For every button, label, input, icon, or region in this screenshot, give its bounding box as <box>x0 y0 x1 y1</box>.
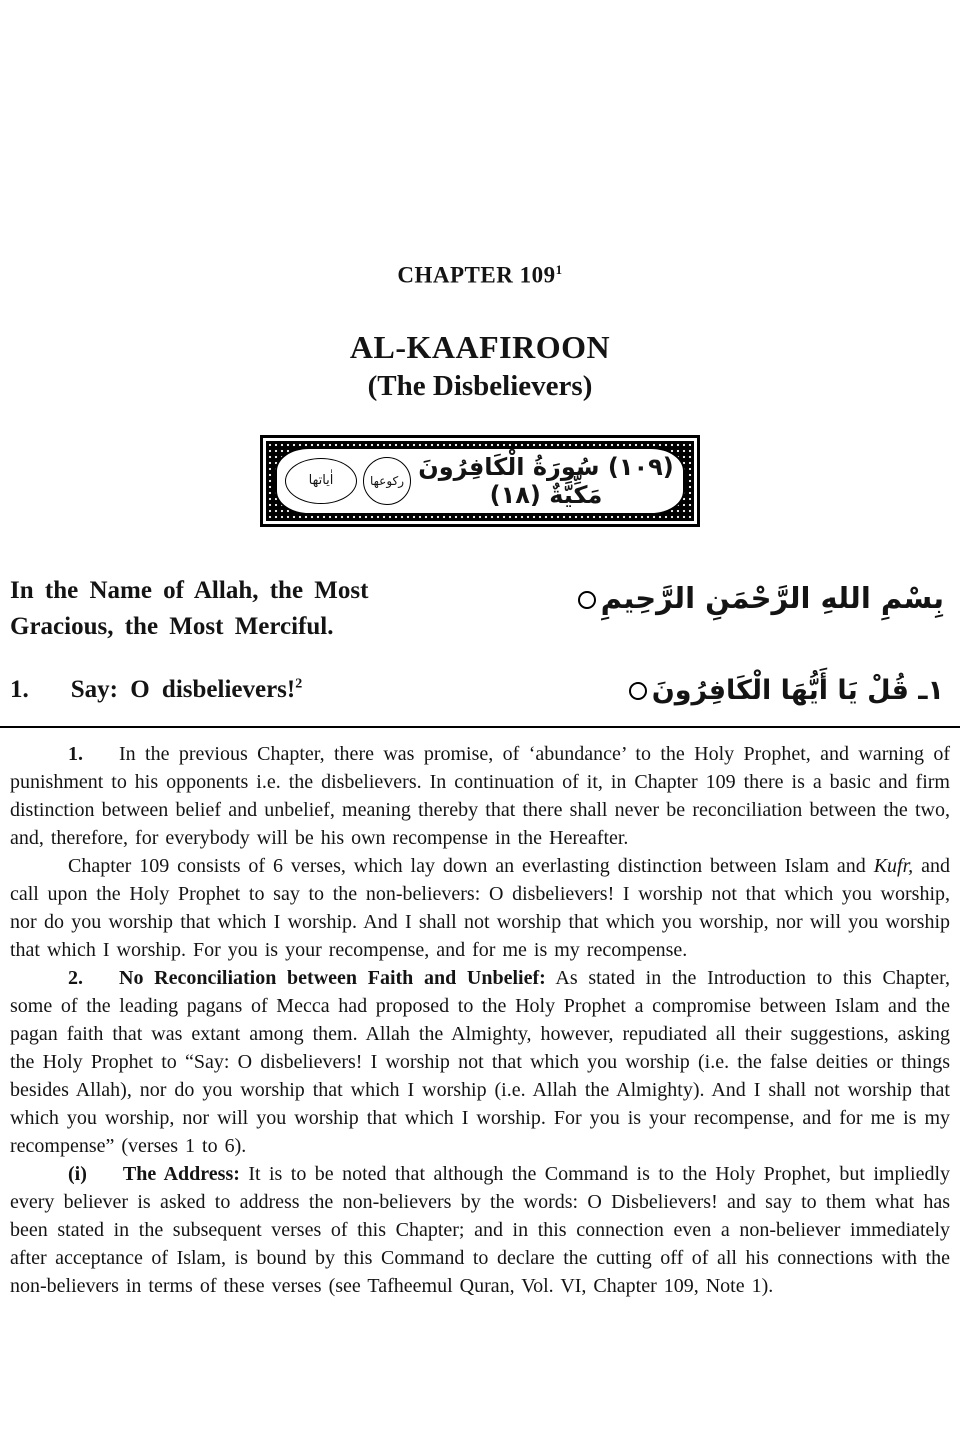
para-2-italic-term: Kufr, <box>873 854 914 877</box>
commentary-note-1 <box>10 740 950 852</box>
commentary-section <box>0 728 960 1300</box>
surah-subtitle: (The Disbelievers) <box>367 369 593 402</box>
banner-arabic-title: (١٠٩) سُورَةُ الْكَافِرُونَ مَكِّيَّةٌ (١٨) <box>418 452 674 509</box>
verse-1-row <box>0 675 960 706</box>
banner-pattern-frame <box>266 441 694 521</box>
bismillah-english-line2: Gracious, the Most Merciful. <box>10 612 334 640</box>
verse-1-arabic <box>624 675 944 706</box>
bismillah-english <box>10 573 368 645</box>
banner-cartouche: اٰياتها <box>285 458 357 504</box>
note-2i-label: (i) <box>68 1162 87 1185</box>
surah-ornamental-banner <box>260 435 700 527</box>
chapter-heading-text: CHAPTER 109 <box>397 262 556 288</box>
verse-1-number: 1. <box>10 676 29 704</box>
surah-title: AL-KAAFIROON <box>349 328 611 365</box>
bismillah-row <box>0 573 960 645</box>
note-2-label: 2. <box>68 966 83 989</box>
commentary-note-1-para-2 <box>10 852 950 964</box>
note-1-label: 1. <box>68 742 83 765</box>
note-2i-text: It is to be noted that although the Command is to the Holy Prophet, but impliedly every believer is asked to address the non-believers by the words: O Disbelievers! and say to them what has been stated in the subsequent verses of this Chapter; and in this connection even a non-believer immediately after acceptance of Islam, is bound by this Command to declare the cutting off of all his connections with the non-believers in terms of these verses (see Tafheemul Quran, Vol. VI, Chapter 109, Note 1). <box>10 1162 950 1297</box>
banner-inner-panel <box>275 447 685 515</box>
ayah-end-mark-icon <box>578 591 596 609</box>
chapter-footnote-marker: 1 <box>555 262 563 277</box>
bismillah-arabic-text: بِسْمِ اللهِ الرَّحْمَنِ الرَّحِيمِ <box>600 580 944 615</box>
commentary-note-2-sub-i <box>10 1160 950 1300</box>
note-1-text: In the previous Chapter, there was promise, of ‘abundance’ to the Holy Prophet, and warning of punishment to his opponents i.e. the disbelievers. In continuation of it, in Chapter 109 there is a basic and firm distinction between belief and unbelief, meaning thereby that there shall never be reconciliation between the two, and, therefore, for everybody will be his own recompense in the Hereafter. <box>10 742 950 849</box>
verse-1-footnote-marker: 2 <box>295 676 303 692</box>
commentary-note-2 <box>10 964 950 1160</box>
verse-1-english <box>10 676 302 704</box>
banner-medallion: ركوعها <box>363 457 411 505</box>
para-2-text-after: and call upon the Holy Prophet to say to the non-believers: O disbelievers! I worship not that which you worship, nor do you worship that which I worship. And I shall not worship that which you worship, nor will you worship that which I worship. For you is your recompense, and for me is my recompense. <box>10 854 950 961</box>
verse-1-arabic-text: ١ـ قُلْ يَا أَيُّهَا الْكَافِرُونَ <box>651 674 944 706</box>
chapter-heading <box>0 262 960 289</box>
note-2i-title: The Address: <box>122 1162 240 1185</box>
verse-1-translation: Say: O disbelievers! <box>70 676 296 704</box>
note-2-title: No Reconciliation between Faith and Unbelief: <box>119 966 546 989</box>
ayah-end-mark-icon <box>629 682 647 700</box>
note-2-text: As stated in the Introduction to this Chapter, some of the leading pagans of Mecca had proposed to the Holy Prophet a compromise between Islam and the pagan faith that was extant among them. Allah the Almighty, however, repudiated all their suggestions, asking the Holy Prophet to “Say: O disbelievers! I worship not that which you worship (i.e. the false deities or things besides Allah), nor do you worship that which I worship (i.e. Allah the Almighty). And I shall not worship that which you worship, nor will you worship that which I worship. For you is your recompense, and for me is my recompense” (verses 1 to 6). <box>10 966 951 1157</box>
chapter-header <box>0 262 960 403</box>
para-2-text-before: Chapter 109 consists of 6 verses, which lay down an everlasting distinction between Islam and <box>68 854 874 877</box>
bismillah-arabic <box>573 581 944 615</box>
bismillah-english-line1: In the Name of Allah, the Most <box>10 576 369 604</box>
